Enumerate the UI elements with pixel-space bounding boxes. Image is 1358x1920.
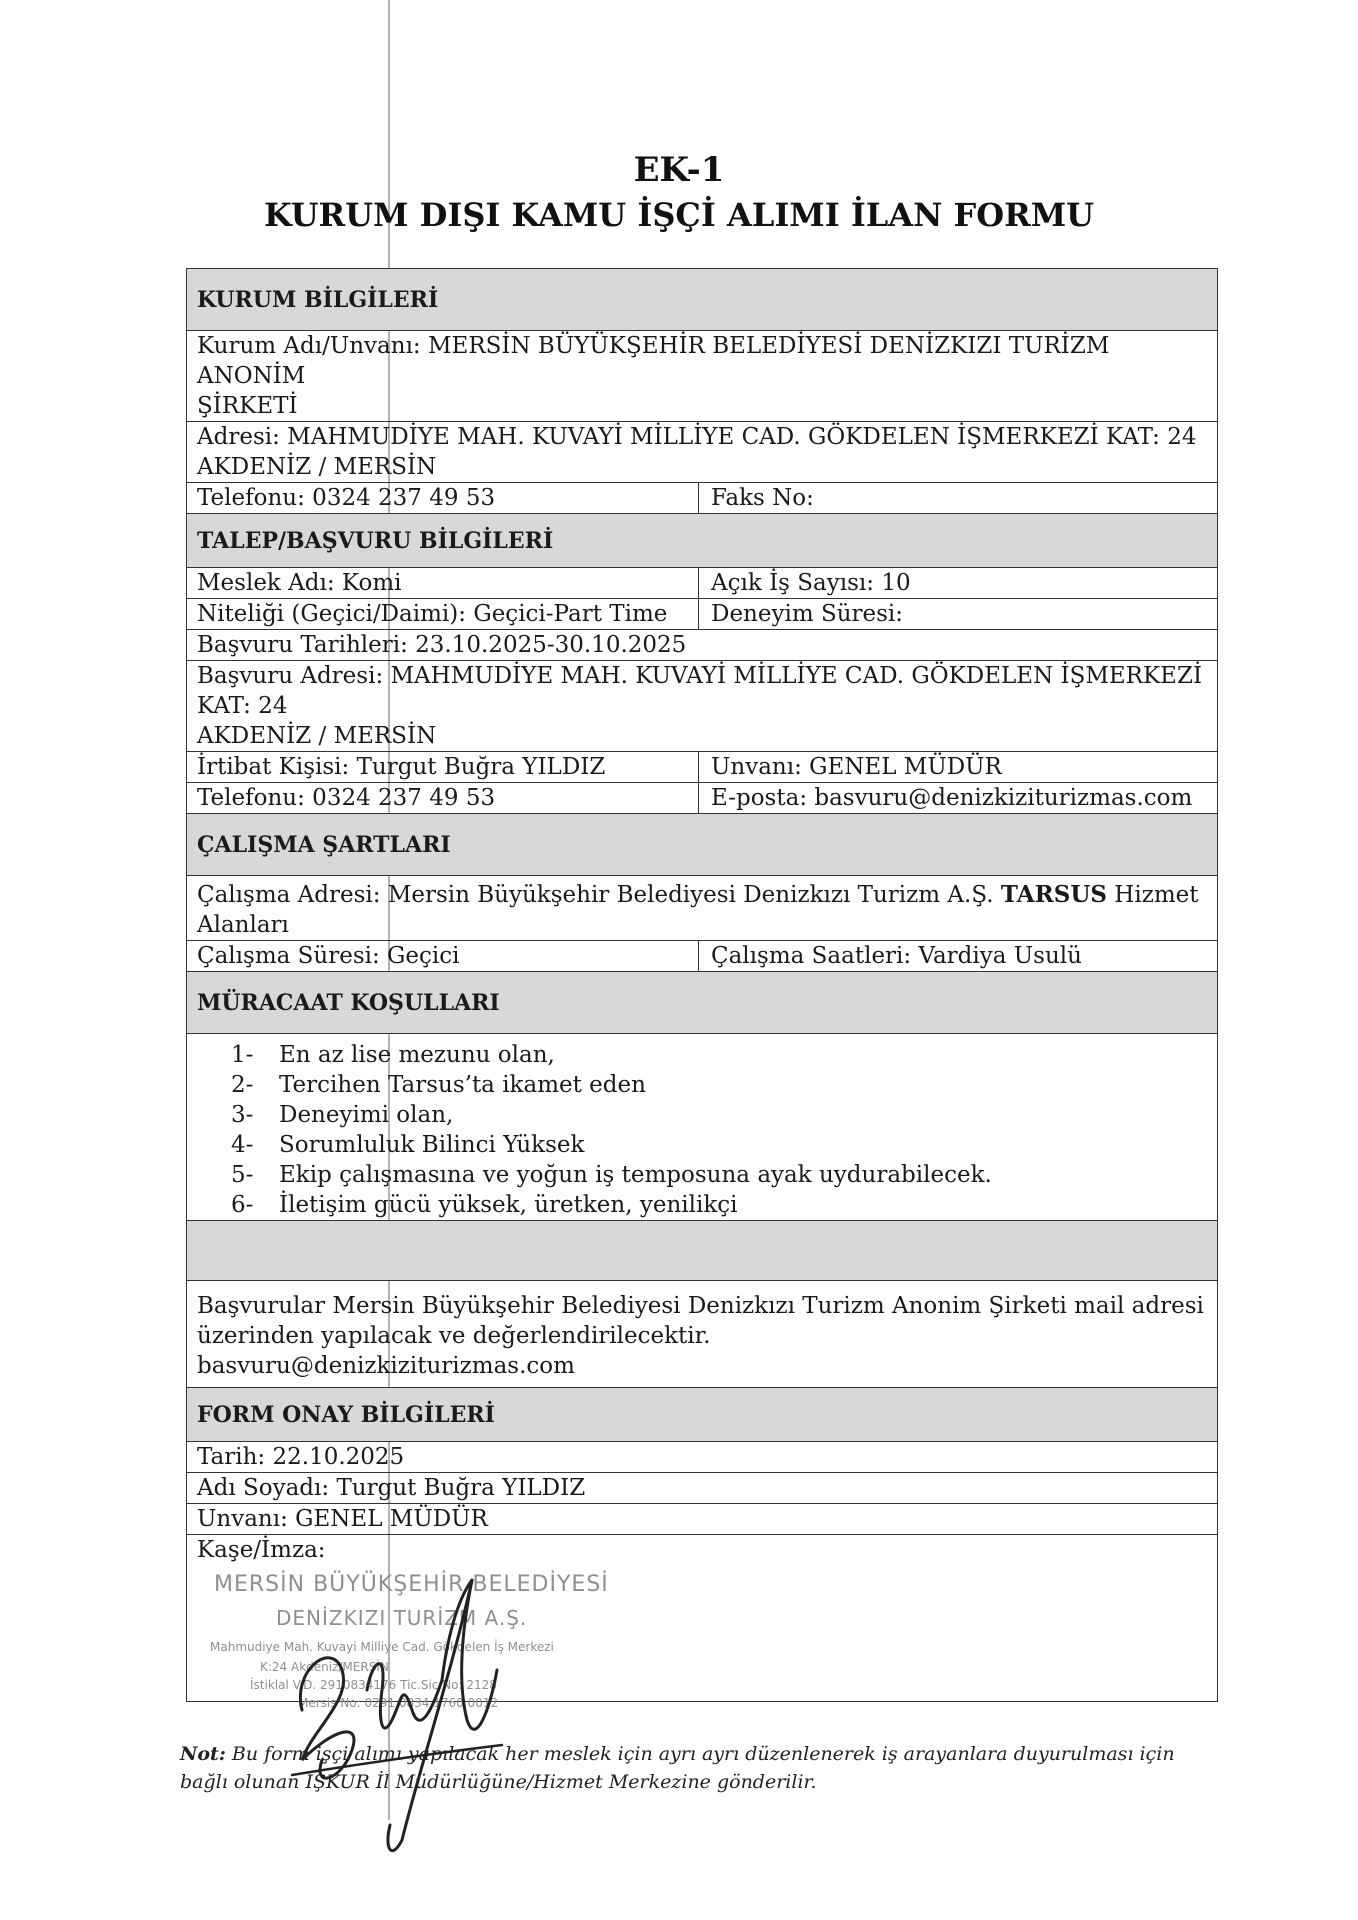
list-item-number: 2- xyxy=(231,1072,254,1098)
contact-title: Unvanı: GENEL MÜDÜR xyxy=(711,754,1002,780)
list-item-number: 3- xyxy=(231,1102,254,1128)
application-note-email: basvuru@denizkiziturizmas.com xyxy=(197,1353,575,1379)
institution-address-line1: Adresi: MAHMUDİYE MAH. KUVAYİ MİLLİYE CAD. GÖKDELEN İŞMERKEZİ KAT: 24 xyxy=(197,424,1197,450)
list-item xyxy=(187,1130,1217,1160)
announcement-form xyxy=(186,268,1218,1702)
work-duration: Çalışma Süresi: Geçici xyxy=(187,941,699,971)
institution-name-line1: Kurum Adı/Unvanı: MERSİN BÜYÜKŞEHİR BELEDİYESİ DENİZKIZI TURİZM ANONİM xyxy=(197,333,1110,389)
work-hours: Çalışma Saatleri: Vardiya Usulü xyxy=(711,943,1082,969)
footnote xyxy=(180,1740,1220,1796)
work-address-suffix: Hizmet xyxy=(1107,882,1199,908)
stamp-line: Mahmudiye Mah. Kuvayi Milliye Cad. Gökdelen İş Merkezi xyxy=(210,1640,554,1654)
institution-name-line2: ŞİRKETİ xyxy=(197,393,298,419)
nature: Niteliği (Geçici/Daimi): Geçici-Part Time xyxy=(187,599,699,629)
approval-title: Unvanı: GENEL MÜDÜR xyxy=(187,1504,1217,1535)
institution-fax: Faks No: xyxy=(711,485,814,511)
list-item-number: 6- xyxy=(231,1192,254,1218)
conditions-list xyxy=(187,1034,1217,1221)
list-item-text: Tercihen Tarsus’ta ikamet eden xyxy=(279,1072,646,1098)
list-item-number: 5- xyxy=(231,1162,254,1188)
openings: Açık İş Sayısı: 10 xyxy=(711,570,911,596)
stamp-line: K:24 Akdeniz/MERSİN xyxy=(260,1660,389,1674)
stamp-line: DENİZKIZI TURİZM A.Ş. xyxy=(276,1606,528,1630)
section-onay: FORM ONAY BİLGİLERİ xyxy=(187,1388,1217,1442)
footnote-label: Not: xyxy=(180,1743,226,1765)
work-address-line2: Alanları xyxy=(197,912,289,938)
section-calisma: ÇALIŞMA ŞARTLARI xyxy=(187,814,1217,876)
institution-contact-row xyxy=(187,483,1217,514)
list-item-text: Deneyimi olan, xyxy=(279,1102,454,1128)
application-address-line1: Başvuru Adresi: MAHMUDİYE MAH. KUVAYİ MİLLİYE CAD. GÖKDELEN İŞMERKEZİ KAT: 24 xyxy=(197,663,1203,719)
list-item-text: İletişim gücü yüksek, üretken, yenilikçi xyxy=(279,1192,738,1218)
section-muracaat: MÜRACAAT KOŞULLARI xyxy=(187,972,1217,1034)
stamp-line: İstiklal V.D. 2910834176 Tic.Sic.No: 2128 xyxy=(250,1678,497,1692)
institution-address xyxy=(187,422,1217,483)
institution-phone: Telefonu: 0324 237 49 53 xyxy=(187,483,699,513)
contact-phone: Telefonu: 0324 237 49 53 xyxy=(187,783,699,813)
work-address-prefix: Çalışma Adresi: Mersin Büyükşehir Belediyesi Denizkızı Turizm A.Ş. xyxy=(197,882,1001,908)
list-item-number: 4- xyxy=(231,1132,254,1158)
institution-name xyxy=(187,331,1217,422)
list-item xyxy=(187,1190,1217,1220)
experience: Deneyim Süresi: xyxy=(711,601,904,627)
work-address-line1 xyxy=(197,880,1207,910)
list-item-text: En az lise mezunu olan, xyxy=(279,1042,555,1068)
contact-phone-row xyxy=(187,783,1217,814)
list-item xyxy=(187,1040,1217,1070)
stamp-line: MERSİN BÜYÜKŞEHİR BELEDİYESİ xyxy=(214,1572,609,1597)
application-note xyxy=(187,1281,1217,1388)
annex-label: EK-1 xyxy=(633,150,725,190)
work-address-city: TARSUS xyxy=(1000,881,1107,908)
contact-email: E-posta: basvuru@denizkiziturizmas.com xyxy=(711,785,1193,811)
application-address-line2: AKDENİZ / MERSİN xyxy=(197,723,437,749)
contact-person: İrtibat Kişisi: Turgut Buğra YILDIZ xyxy=(187,752,699,782)
approval-date: Tarih: 22.10.2025 xyxy=(187,1442,1217,1473)
stamp-label: Kaşe/İmza: xyxy=(197,1537,326,1563)
profession-row xyxy=(187,568,1217,599)
application-note-line2: üzerinden yapılacak ve değerlendirilecektir. xyxy=(197,1323,711,1349)
work-address xyxy=(187,876,1217,941)
nature-row xyxy=(187,599,1217,630)
list-item xyxy=(187,1070,1217,1100)
work-terms-row xyxy=(187,941,1217,972)
application-dates: Başvuru Tarihleri: 23.10.2025-30.10.2025 xyxy=(187,630,1217,661)
blank-shaded-row xyxy=(187,1221,1217,1281)
section-kurum: KURUM BİLGİLERİ xyxy=(187,269,1217,331)
list-item xyxy=(187,1100,1217,1130)
application-note-line1: Başvurular Mersin Büyükşehir Belediyesi Denizkızı Turizm Anonim Şirketi mail adresi xyxy=(197,1293,1204,1319)
form-title: KURUM DIŞI KAMU İŞÇİ ALIMI İLAN FORMU xyxy=(263,196,1095,234)
list-item xyxy=(187,1160,1217,1190)
list-item-text: Ekip çalışmasına ve yoğun iş temposuna ayak uydurabilecek. xyxy=(279,1162,992,1188)
footnote-text: Bu form işçi alımı yapılacak her meslek için ayrı ayrı düzenlenerek iş arayanlara duyurulması için bağlı olunan İŞKUR İl Müdürlüğüne/Hizmet Merkezine gönderilir. xyxy=(180,1743,1175,1793)
list-item-text: Sorumluluk Bilinci Yüksek xyxy=(279,1132,585,1158)
approval-name: Adı Soyadı: Turgut Buğra YILDIZ xyxy=(187,1473,1217,1504)
institution-address-line2: AKDENİZ / MERSİN xyxy=(197,454,437,480)
stamp-line: Mersis No: 0291 0834 1760 0012 xyxy=(298,1696,499,1710)
handwritten-signature xyxy=(272,1560,532,1860)
profession: Meslek Adı: Komi xyxy=(187,568,699,598)
section-talep: TALEP/BAŞVURU BİLGİLERİ xyxy=(187,514,1217,568)
list-item-number: 1- xyxy=(231,1042,254,1068)
contact-row xyxy=(187,752,1217,783)
application-address xyxy=(187,661,1217,752)
